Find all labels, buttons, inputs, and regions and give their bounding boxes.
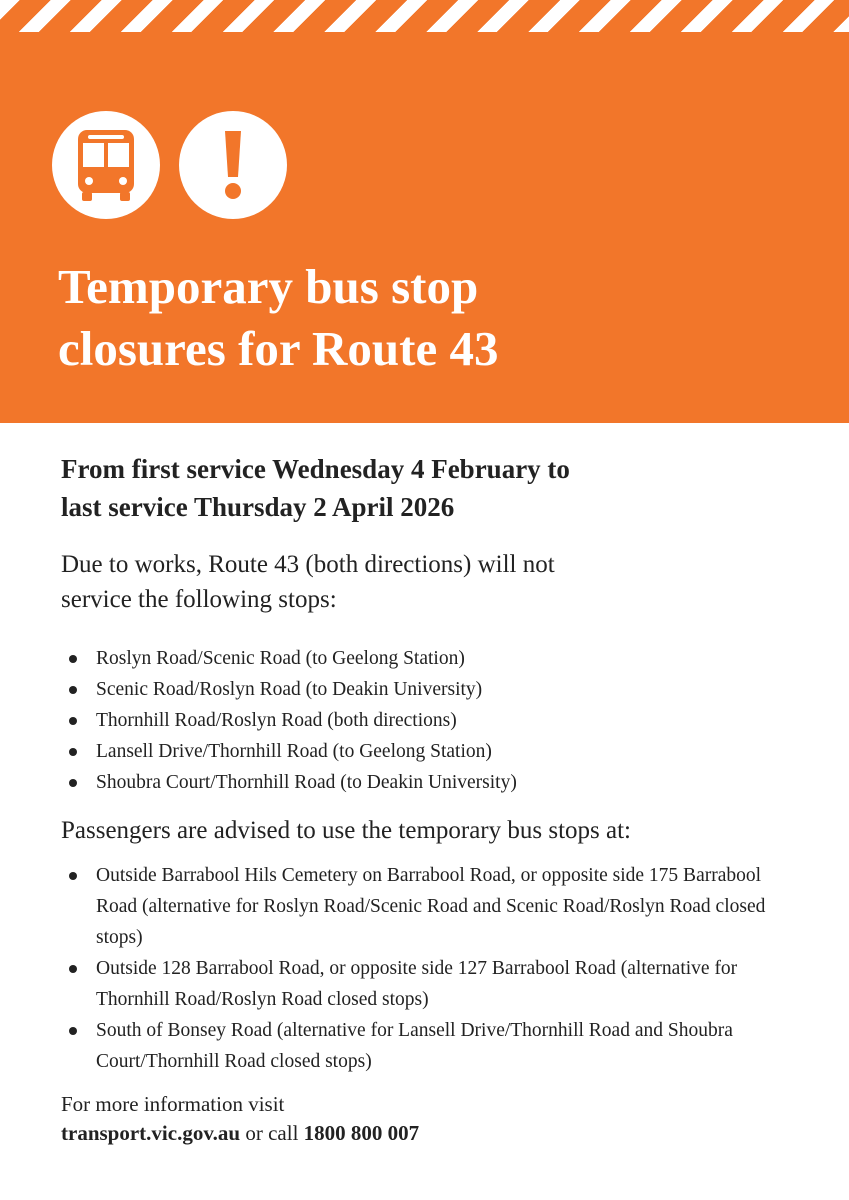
exclamation-icon [179,111,287,219]
dates-line-1: From first service Wednesday 4 February to [61,454,570,484]
hazard-stripes [0,0,849,32]
intro-text [61,547,801,617]
list-item: Roslyn Road/Scenic Road (to Geelong Station) [96,643,816,674]
list-item: Shoubra Court/Thornhill Road (to Deakin University) [96,767,816,798]
list-item: Lansell Drive/Thornhill Road (to Geelong Station) [96,736,816,767]
list-item: South of Bonsey Road (alternative for Lansell Drive/Thornhill Road and Shoubra Court/Thornhill Road closed stops) [96,1015,796,1077]
title-line-1: Temporary bus stop [58,259,479,314]
list-item: Thornhill Road/Roslyn Road (both directions) [96,705,816,736]
call-text: or call [240,1121,304,1145]
closed-stops-list [96,643,816,798]
service-dates [61,450,801,526]
intro-line-1: Due to works, Route 43 (both directions) will not [61,551,555,578]
page-title [58,256,818,380]
bus-icon [52,111,160,219]
list-item: Scenic Road/Roslyn Road (to Deakin University) [96,674,816,705]
intro-line-2: service the following stops: [61,586,337,613]
footer-line-1: For more information visit [61,1092,285,1116]
advice-text: Passengers are advised to use the temporary bus stops at: [61,817,632,844]
footer-info [61,1090,801,1148]
list-item: Outside Barrabool Hils Cemetery on Barrabool Road, or opposite side 175 Barrabool Road (alternative for Roslyn Road/Scenic Road and Scenic Road/Roslyn Road closed stops) [96,860,796,953]
list-item: Outside 128 Barrabool Road, or opposite side 127 Barrabool Road (alternative for Thornhill Road/Roslyn Road closed stops) [96,953,796,1015]
phone-number[interactable]: 1800 800 007 [303,1121,420,1145]
dates-line-2: last service Thursday 2 April 2026 [61,492,455,522]
website-link[interactable]: transport.vic.gov.au [61,1121,241,1145]
title-line-2: closures for Route 43 [58,321,499,376]
alternative-stops-list [96,860,796,1077]
